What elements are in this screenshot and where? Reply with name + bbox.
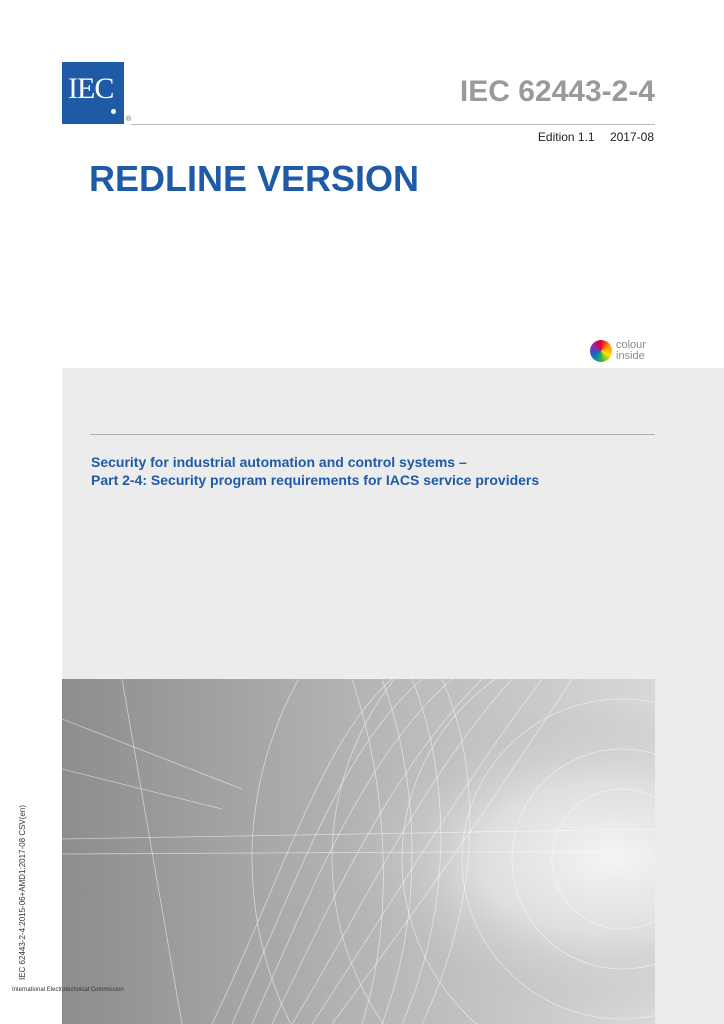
document-title-line-2: Part 2-4: Security program requirements for IACS service providers	[91, 472, 540, 488]
redline-version-heading: REDLINE VERSION	[89, 158, 420, 199]
colour-wheel-icon	[590, 340, 612, 362]
colour-inside-text	[616, 340, 646, 362]
organization-name: International Electrotechnical Commission	[12, 987, 124, 993]
edition-date: 2017-08	[609, 130, 654, 144]
colour-inside-badge	[592, 340, 654, 364]
edition-label: Edition 1.1	[537, 130, 595, 144]
logo-text: IEC	[68, 72, 114, 105]
side-reference: IEC 62443-2-4:2015-06+AMD1:2017-08 CSV(en)	[18, 805, 27, 980]
inside-word: inside	[616, 350, 645, 362]
colour-word: colour	[616, 339, 646, 351]
header-divider	[131, 124, 655, 125]
document-number: IEC 62443-2-4	[459, 75, 655, 108]
logo-dot	[111, 109, 116, 114]
registered-mark: ®	[126, 116, 132, 123]
iec-logo	[62, 62, 124, 124]
title-divider	[90, 434, 655, 435]
cover-graphic	[62, 679, 655, 1024]
document-title-line-1: Security for industrial automation and control systems –	[91, 454, 467, 470]
edition-line	[526, 130, 654, 144]
